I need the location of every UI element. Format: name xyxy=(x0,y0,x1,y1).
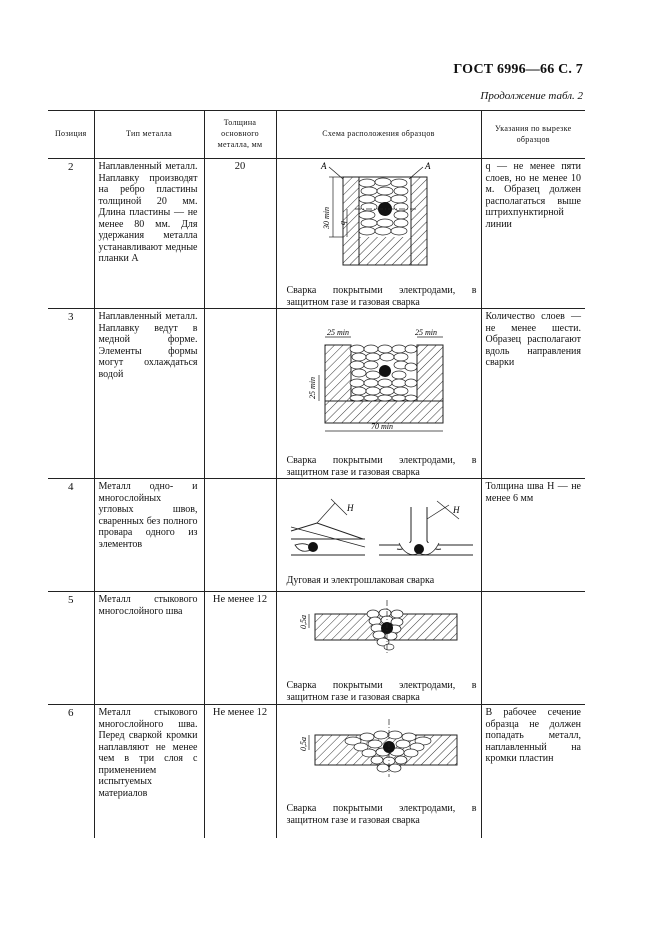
header-metal-type: Тип металла xyxy=(94,111,204,159)
document-reference: ГОСТ 6996—66 С. 7 xyxy=(453,62,583,77)
row-position: 4 xyxy=(48,479,94,592)
specimen-marker xyxy=(308,542,318,552)
table-row xyxy=(48,479,585,592)
specimen-marker xyxy=(414,544,424,554)
row-position: 6 xyxy=(48,705,94,838)
row-thickness: Не менее 12 xyxy=(204,592,276,705)
label-side: 25 min xyxy=(307,377,317,399)
row-notes: Толщина шва Н — не менее 6 мм xyxy=(481,479,585,592)
scheme-caption: Дуговая и электрошлаковая сварка xyxy=(286,575,435,586)
label-bottom: 70 min xyxy=(370,422,393,431)
row-metal-type: Металл стыкового многослойного шва. Перед сваркой кромки наплавляют не менее чем в три слоя с применением испытуемых материалов xyxy=(94,705,204,838)
row-scheme xyxy=(276,592,481,705)
label-a-left: A xyxy=(320,161,326,171)
header-position: Позиция xyxy=(48,111,94,159)
label-h-right: H xyxy=(452,505,459,515)
label-top-left: 25 min xyxy=(326,328,349,337)
row-scheme xyxy=(276,479,481,592)
table-row xyxy=(48,159,585,309)
row-scheme xyxy=(276,705,481,838)
label-top-right: 25 min xyxy=(414,328,437,337)
label-q: q xyxy=(337,221,347,225)
row-thickness xyxy=(204,479,276,592)
row-scheme xyxy=(276,309,481,479)
header-thickness: Толщина основного металла, мм xyxy=(204,111,276,159)
row-position: 5 xyxy=(48,592,94,705)
label-h-left: H xyxy=(346,503,353,513)
row-metal-type: Металл одно- и многослойных угловых швов, сваренных без полного провара одного из элементов xyxy=(94,479,204,592)
header-scheme: Схема расположения образцов xyxy=(276,111,481,159)
scheme-caption: Сварка покрытыми электродами, в защитном газе и газовая сварка xyxy=(286,455,477,478)
scheme-caption: Сварка покрытыми электродами, в защитном газе и газовая сварка xyxy=(286,680,477,703)
row-position: 2 xyxy=(48,159,94,309)
label-a-right: A xyxy=(424,161,430,171)
row-thickness: Не менее 12 xyxy=(204,705,276,838)
row-notes xyxy=(481,592,585,705)
label-depth: 0,5a xyxy=(298,615,308,629)
row-notes: Количество слоев — не менее шести. Образец располагают вдоль направления сварки xyxy=(481,309,585,479)
specimen-marker xyxy=(379,365,391,377)
row-metal-type: Металл стыкового многослойного шва xyxy=(94,592,204,705)
specimen-table xyxy=(48,110,585,838)
table-continuation-note: Продолжение табл. 2 xyxy=(480,90,583,102)
row-metal-type: Наплавленный металл. Наплавку производят на ребро пластины толщиной 20 мм. Длина пластины — не менее 80 мм. Для удержания металла устанавливают медные планки А xyxy=(94,159,204,309)
table-row xyxy=(48,309,585,479)
scheme-caption: Сварка покрытыми электродами, в защитном газе и газовая сварка xyxy=(286,285,477,308)
row-position: 3 xyxy=(48,309,94,479)
table-row xyxy=(48,592,585,705)
deposited-metal-in-mould-diagram xyxy=(277,309,481,479)
row-metal-type: Наплавленный металл. Наплавку ведут в медной форме. Элементы формы могут охлаждаться водой xyxy=(94,309,204,479)
row-thickness: 20 xyxy=(204,159,276,309)
table-header-row xyxy=(48,111,585,159)
row-notes: В рабочее сечение образца не должен попадать металл, наплавленный на кромки пластин xyxy=(481,705,585,838)
row-notes: q — не менее пяти слоев, но не менее 10 м. Образец должен располагаться выше штрихпунктирной линии xyxy=(481,159,585,309)
header-notes: Указания по вырезке образцов xyxy=(481,111,585,159)
row-scheme xyxy=(276,159,481,309)
table-row xyxy=(48,705,585,838)
label-depth: 0,5a xyxy=(298,737,308,751)
row-thickness xyxy=(204,309,276,479)
label-height: 30 min xyxy=(321,207,331,229)
scheme-caption: Сварка покрытыми электродами, в защитном газе и газовая сварка xyxy=(286,803,477,826)
